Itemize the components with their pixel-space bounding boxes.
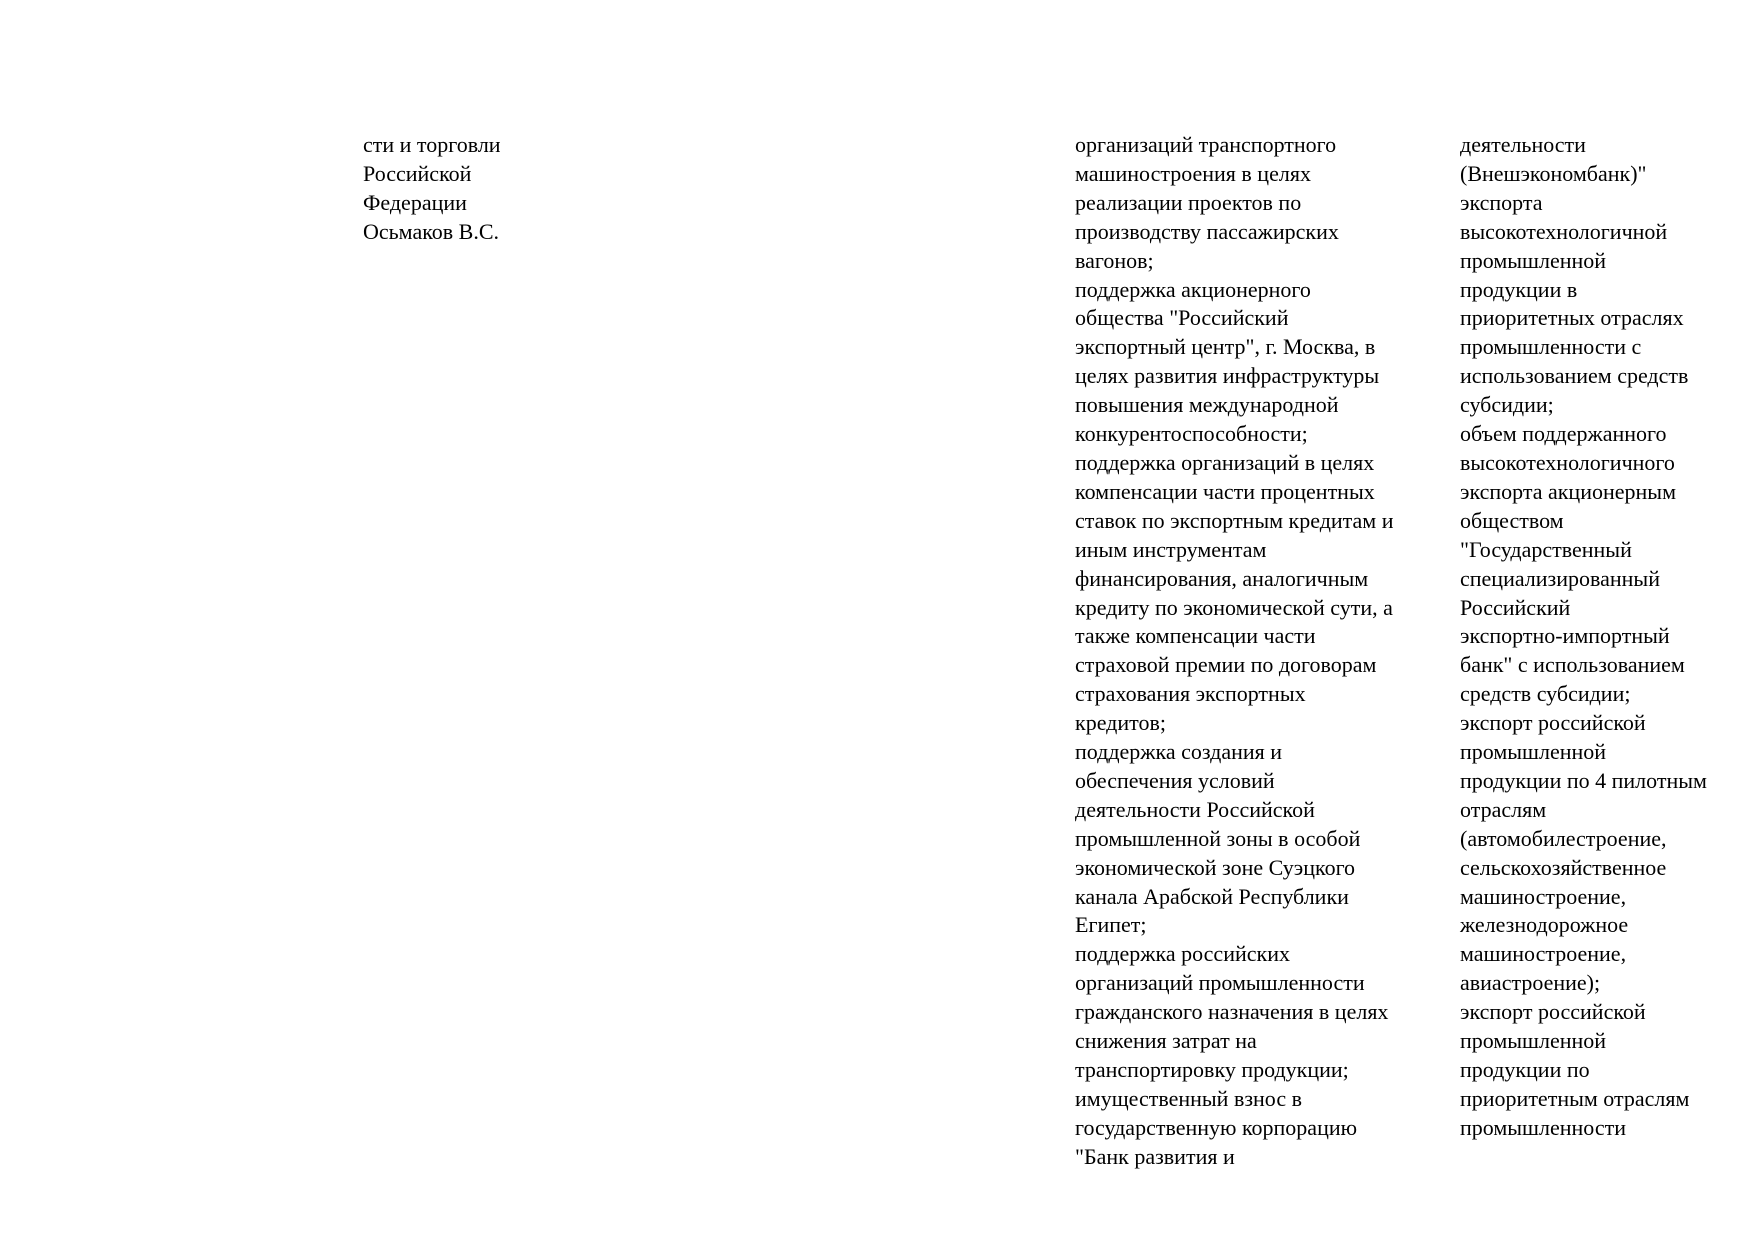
text-line: страховой премии по договорам xyxy=(1075,652,1377,678)
text-line: банк" с использованием xyxy=(1460,652,1685,678)
text-line: кредиту по экономической сути, а xyxy=(1075,594,1393,620)
text-line: канала Арабской Республики xyxy=(1075,883,1349,909)
text-line: деятельности xyxy=(1460,132,1586,157)
text-line: экспортно-импортный xyxy=(1460,623,1670,649)
text-line: авиастроение); xyxy=(1460,970,1601,996)
text-line: специализированный xyxy=(1460,565,1660,591)
text-line: (Внешэкономбанк)" xyxy=(1460,160,1647,186)
text-line: обществом xyxy=(1460,507,1564,533)
text-line: сельскохозяйственное xyxy=(1460,854,1667,880)
text-column-indicators xyxy=(1460,131,1707,1143)
text-line: Египет; xyxy=(1075,912,1147,938)
text-line: компенсации части процентных xyxy=(1075,478,1375,504)
text-line: железнодорожное xyxy=(1460,912,1629,938)
text-line: поддержка создания и xyxy=(1075,739,1283,765)
text-line: гражданского назначения в целях xyxy=(1075,999,1389,1025)
text-line: страхования экспортных xyxy=(1075,681,1306,707)
text-line: обеспечения условий xyxy=(1075,767,1275,793)
text-line: поддержка российских xyxy=(1075,941,1290,967)
text-line: приоритетных отраслях xyxy=(1460,305,1684,331)
text-line: продукции в xyxy=(1460,276,1578,302)
text-line: Осьмаков В.С. xyxy=(363,218,500,244)
text-line: вагонов; xyxy=(1075,247,1154,273)
text-line: экспортный центр", г. Москва, в xyxy=(1075,334,1376,360)
text-line: промышленности xyxy=(1460,1114,1626,1140)
text-line: машиностроение, xyxy=(1460,941,1627,967)
text-line: "Банк развития и xyxy=(1075,1143,1235,1169)
text-line: сти и торговли xyxy=(363,132,501,157)
text-line: кредитов; xyxy=(1075,710,1166,736)
text-line: экономической зоне Суэцкого xyxy=(1075,854,1356,880)
text-line: использованием средств xyxy=(1460,363,1689,389)
text-line: деятельности Российской xyxy=(1075,796,1315,822)
text-line: высокотехнологичного xyxy=(1460,449,1675,475)
text-line: конкурентоспособности; xyxy=(1075,421,1308,447)
text-line: машиностроение, xyxy=(1460,883,1627,909)
text-line: поддержка акционерного xyxy=(1075,276,1311,302)
text-line: поддержка организаций в целях xyxy=(1075,449,1375,475)
text-line: также компенсации части xyxy=(1075,623,1316,649)
text-line: экспорт российской xyxy=(1460,710,1646,736)
text-line: финансирования, аналогичным xyxy=(1075,565,1369,591)
text-line: общества "Российский xyxy=(1075,305,1289,331)
text-line: реализации проектов по xyxy=(1075,189,1302,215)
text-line: экспорт российской xyxy=(1460,999,1646,1025)
text-column-signatory xyxy=(363,131,501,247)
text-line: объем поддержанного xyxy=(1460,421,1667,447)
text-line: целях развития инфраструктуры xyxy=(1075,363,1380,389)
text-line: субсидии; xyxy=(1460,392,1554,418)
text-line: имущественный взнос в xyxy=(1075,1085,1303,1111)
text-line: промышленной xyxy=(1460,739,1607,765)
text-line: промышленной xyxy=(1460,247,1607,273)
text-line: "Государственный xyxy=(1460,536,1632,562)
text-line: государственную корпорацию xyxy=(1075,1114,1358,1140)
text-line: иным инструментам xyxy=(1075,536,1267,562)
text-line: промышленности с xyxy=(1460,334,1642,360)
text-line: производству пассажирских xyxy=(1075,218,1339,244)
text-line: организаций транспортного xyxy=(1075,132,1337,157)
text-line: (автомобилестроение, xyxy=(1460,825,1667,851)
text-line: транспортировку продукции; xyxy=(1075,1057,1349,1082)
text-line: ставок по экспортным кредитам и xyxy=(1075,507,1394,533)
text-line: отраслям xyxy=(1460,796,1547,822)
text-line: организаций промышленности xyxy=(1075,970,1365,996)
text-line: машиностроения в целях xyxy=(1075,160,1311,186)
text-line: средств субсидии; xyxy=(1460,681,1631,707)
text-line: продукции по xyxy=(1460,1057,1590,1082)
text-line: повышения международной xyxy=(1075,392,1339,418)
text-line: Российский xyxy=(1460,594,1571,620)
text-line: экспорта xyxy=(1460,189,1543,215)
text-line: приоритетным отраслям xyxy=(1460,1085,1690,1111)
text-line: промышленной xyxy=(1460,1028,1607,1054)
text-line: экспорта акционерным xyxy=(1460,478,1676,504)
text-line: промышленной зоны в особой xyxy=(1075,825,1361,851)
text-line: Федерации xyxy=(363,189,467,215)
text-line: продукции по 4 пилотным xyxy=(1460,767,1707,793)
text-line: снижения затрат на xyxy=(1075,1028,1257,1054)
text-line: Российской xyxy=(363,160,472,186)
text-column-measures xyxy=(1075,131,1394,1172)
text-line: высокотехнологичной xyxy=(1460,218,1668,244)
